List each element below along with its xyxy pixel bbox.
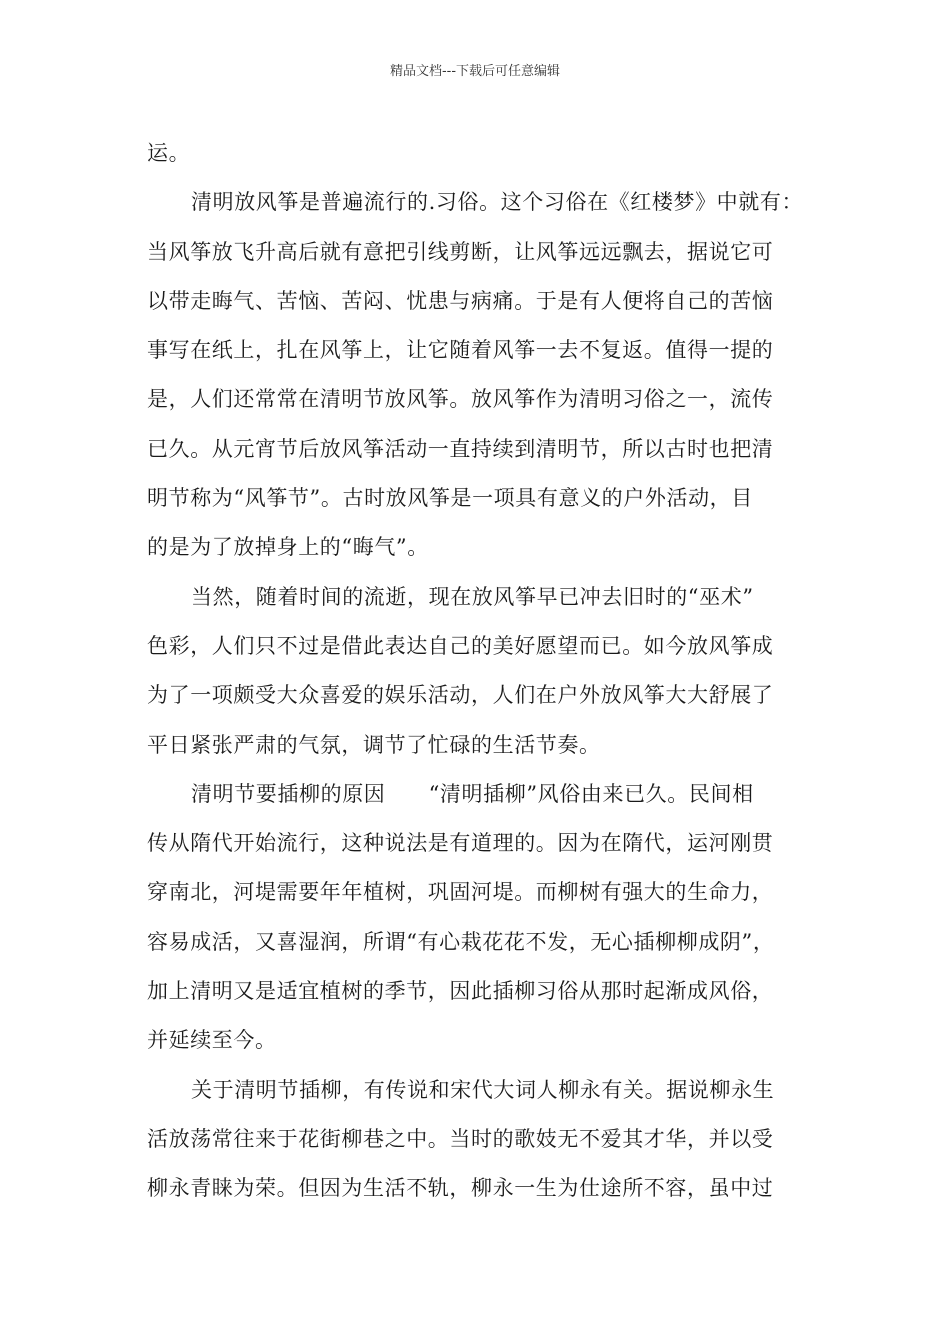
text-line: 穿南北，河堤需要年年植树，巩固河堤。而柳树有强大的生命力， — [147, 880, 774, 905]
text-line: 为了一项颇受大众喜爱的娱乐活动，人们在户外放风筝大大舒展了 — [147, 683, 774, 708]
text-line: 清明放风筝是普遍流行的.习俗。这个习俗在《红楼梦》中就有： — [191, 190, 804, 215]
text-line: 的是为了放掉身上的“晦气”。 — [147, 535, 429, 560]
text-line: 传从隋代开始流行，这种说法是有道理的。因为在隋代，运河刚贯 — [147, 831, 774, 856]
document-body — [147, 129, 823, 1214]
text-line: 以带走晦气、苦恼、苦闷、忧患与病痛。于是有人便将自己的苦恼 — [147, 288, 774, 313]
text-line: 色彩，人们只不过是借此表达自己的美好愿望而已。如今放风筝成 — [147, 633, 774, 658]
page-header: 精品文档---下载后可任意编辑 — [389, 64, 561, 79]
text-line: 是，人们还常常在清明节放风筝。放风筝作为清明习俗之一，流传 — [147, 387, 774, 412]
text-line: 事写在纸上，扎在风筝上，让它随着风筝一去不复返。值得一提的 — [147, 338, 774, 363]
text-line: 运。 — [147, 141, 191, 165]
text-line: 加上清明又是适宜植树的季节，因此插柳习俗从那时起渐成风俗， — [147, 979, 774, 1004]
text-line: 关于清明节插柳，有传说和宋代大词人柳永有关。据说柳永生 — [191, 1077, 775, 1102]
text-line: 清明节要插柳的原因 “清明插柳”风俗由来已久。民间相 — [191, 781, 754, 806]
text-line: 当然，随着时间的流逝，现在放风筝早已冲去旧时的“巫术” — [191, 584, 754, 609]
text-line: 容易成活，又喜湿润，所谓“有心栽花花不发，无心插柳柳成阴”， — [147, 929, 775, 954]
text-line: 当风筝放飞升高后就有意把引线剪断，让风筝远远飘去，据说它可 — [147, 239, 774, 264]
text-line: 平日紧张严肃的气氛，调节了忙碌的生活节奏。 — [147, 732, 601, 757]
text-line: 活放荡常往来于花街柳巷之中。当时的歌妓无不爱其才华，并以受 — [147, 1126, 774, 1151]
text-line: 明节称为“风筝节”。古时放风筝是一项具有意义的户外活动，目 — [147, 486, 753, 511]
text-line: 并延续至今。 — [147, 1028, 277, 1053]
text-line: 已久。从元宵节后放风筝活动一直持续到清明节，所以古时也把清 — [147, 436, 774, 461]
text-line: 柳永青睐为荣。但因为生活不轨，柳永一生为仕途所不容，虽中过 — [147, 1176, 774, 1201]
